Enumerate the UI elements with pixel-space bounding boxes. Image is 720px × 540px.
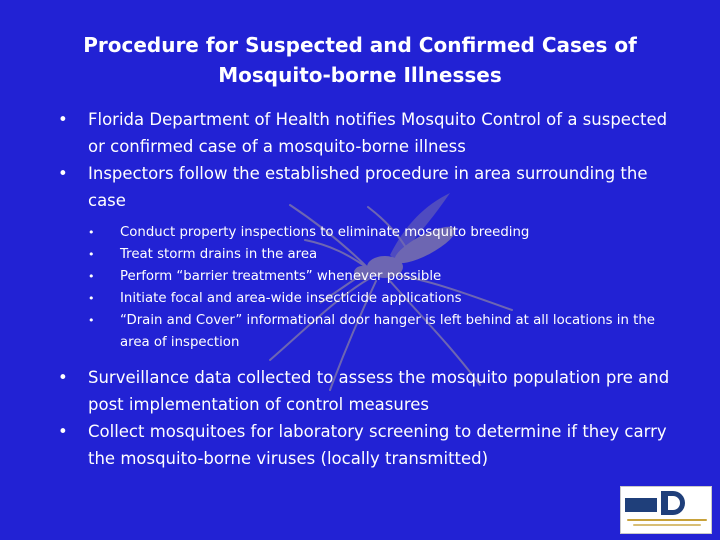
sub-bullet-glyph: • — [88, 226, 95, 239]
bullet-list — [58, 106, 678, 472]
sub-bullet-text: Perform “barrier treatments” whenever possible — [120, 269, 442, 284]
logo-tagline-stroke — [633, 524, 701, 526]
bullet-item — [58, 160, 678, 214]
sub-bullet-item — [88, 266, 678, 288]
sub-bullet-text: Treat storm drains in the area — [120, 247, 318, 262]
bullet-glyph: • — [58, 164, 68, 183]
sub-bullet-item — [88, 288, 678, 310]
sub-bullet-glyph: • — [88, 270, 95, 283]
logo-tagline-stroke — [627, 519, 707, 521]
logo-d-mark-icon — [661, 491, 685, 515]
sub-bullet-glyph: • — [88, 292, 95, 305]
bullet-text: Inspectors follow the established procedure in area surrounding the case — [88, 164, 648, 210]
bullet-glyph: • — [58, 422, 68, 441]
bullet-text: Collect mosquitoes for laboratory screening to determine if they carry the mosquito-borne viruses (locally transmitted) — [88, 422, 667, 468]
bullet-item — [58, 106, 678, 160]
bullet-glyph: • — [58, 110, 68, 129]
sub-bullet-item — [88, 244, 678, 266]
sub-bullet-text: Conduct property inspections to eliminate mosquito breeding — [120, 225, 530, 240]
sub-bullet-glyph: • — [88, 314, 95, 327]
title-line-2: Mosquito-borne Illnesses — [218, 63, 502, 87]
miami-dade-county-logo — [620, 486, 712, 534]
sub-bullet-text: “Drain and Cover” informational door hanger is left behind at all locations in the area of inspection — [120, 313, 655, 350]
sub-bullet-item — [88, 222, 678, 244]
sub-bullet-text: Initiate focal and area-wide insecticide applications — [120, 291, 462, 306]
sub-bullet-glyph: • — [88, 248, 95, 261]
logo-county-block — [625, 498, 657, 512]
title-line-1: Procedure for Suspected and Confirmed Cases of — [83, 33, 637, 57]
sub-bullet-item — [88, 310, 678, 354]
bullet-item — [58, 364, 678, 418]
bullet-text: Florida Department of Health notifies Mosquito Control of a suspected or confirmed case of a mosquito-borne illness — [88, 110, 668, 156]
slide-title — [40, 30, 680, 90]
bullet-item — [58, 418, 678, 472]
sub-bullet-list — [88, 222, 678, 354]
bullet-glyph: • — [58, 368, 68, 387]
bullet-text: Surveillance data collected to assess the mosquito population pre and post implementation of control measures — [88, 368, 670, 414]
